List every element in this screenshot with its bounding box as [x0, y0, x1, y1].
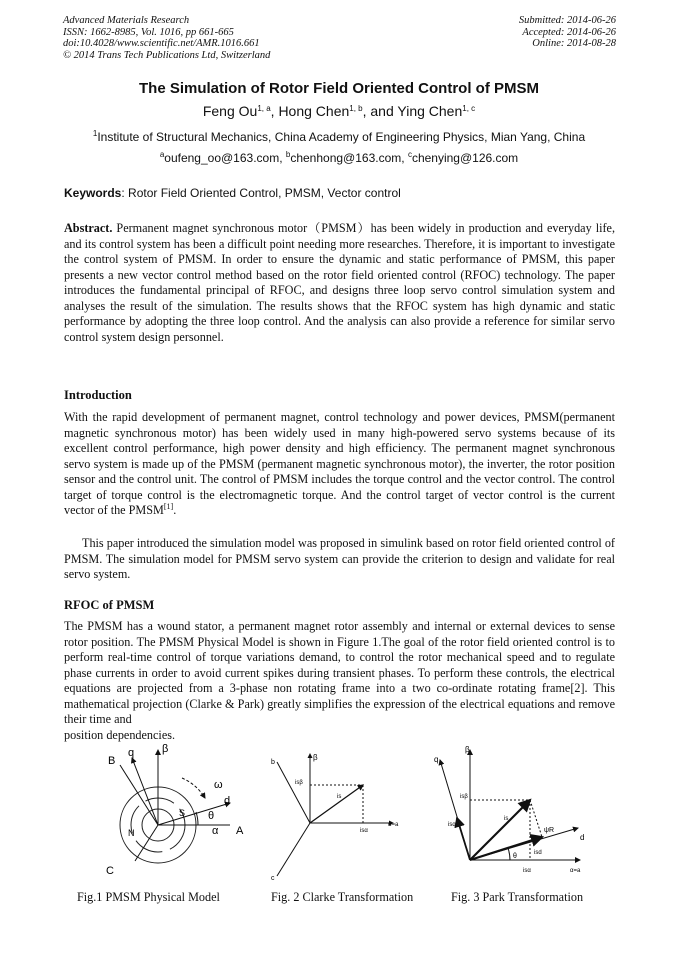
dates-header [519, 15, 616, 50]
theta-arc [508, 848, 510, 860]
paper-title: The Simulation of Rotor Field Oriented Control of PMSM [139, 80, 539, 97]
theta-label: θ [208, 810, 215, 822]
isd-label: isd [534, 850, 542, 856]
alpha-a-label: α=a [388, 822, 399, 828]
beta-label: β [465, 745, 470, 754]
c-axis [277, 823, 310, 876]
accepted-date: Accepted: 2014-06-26 [522, 26, 616, 38]
is-beta-label: isβ [460, 794, 468, 800]
q-label: q [128, 747, 135, 759]
south-pole-label: S [179, 808, 186, 818]
b-label: B [108, 755, 116, 767]
rfoc-heading: RFOC of PMSM [64, 598, 155, 612]
abstract-text: Permanent magnet synchronous motor（PMSM）has been widely in production and everyday life, and its control system has been a difficult point needing more researches. Therefore, it is important to investigate the control system of PMSM. In order to ensure the dynamic and static performance of PMSM, this paper presents a new vector control method based on the rotor field oriented control (RFOC) technology. The paper introduces the fundamental principal of RFOC, and designs three loop servo control simulation system and analyses the result of the simulation. The results shows that the RFOC system has high dynamic and static performance by adopting the three loop control. And the analysis can also provide a reference for similar servo control system design personnel. [64, 221, 615, 344]
figure-3-park-transformation [430, 740, 610, 882]
author-affil-mark: 1, c [462, 104, 476, 113]
b-axis [277, 762, 310, 823]
paragraph-last-line: position dependencies. [64, 727, 176, 742]
author-separator: , and [362, 103, 398, 119]
email-list: $^a$oufeng_oo@163.com, $^b$chenhong@163.com, $^c$chenying@126.com [159, 150, 519, 165]
email-link[interactable]: chenhong@163.com [290, 151, 402, 165]
affiliation [0, 130, 678, 144]
paragraph-end: . [173, 503, 177, 517]
author-separator: , [270, 103, 279, 119]
issn-line: ISSN: 1662-8985, Vol. 1016, pp 661-665 [63, 26, 234, 38]
alpha-a-label: α=a [570, 868, 581, 874]
d-label: d [580, 833, 585, 842]
c-label: c [271, 875, 275, 882]
keywords [64, 186, 401, 200]
online-date: Online: 2014-08-28 [532, 38, 616, 49]
c-label: C [106, 865, 114, 877]
journal-name: Advanced Materials Research [63, 15, 190, 26]
b-axis [120, 765, 158, 825]
author-name: Ying Chen [397, 103, 463, 119]
paragraph-text: The PMSM has a wound stator, a permanent magnet rotor assembly and internal or external devices to sense rotor position. The PMSM Physical Model is shown in Figure 1.The goal of the rotor field oriented control is to perform real-time control of torque variations demand, to control the rotor mechanical speed and to regulate phase currents in order to avoid current spikes during transient phases. To perform these controls, the electrical equations are projected from a 3-phase non rotating frame into a two co-ordinate rotating frame[2]. This mathematical projection (Clarke & Park) greatly simplifies the expression of the electrical equations and remove their time and [64, 619, 615, 726]
author-name: Hong Chen [278, 103, 350, 119]
d-axis [158, 803, 230, 825]
alpha-label: α [212, 825, 219, 837]
d-label: d [224, 795, 231, 807]
email-mark: c [407, 150, 412, 159]
figure-2-caption: Fig. 2 Clarke Transformation [271, 890, 414, 904]
abstract-label: Abstract. [64, 221, 113, 235]
psi-r-label: ψR [544, 827, 555, 834]
paragraph-text: With the rapid development of permanent magnet, control technology and power devices, PMSM(permanent magnetic synchronous motor) has been widely used in many high-powered servo systems because of its excellent control performance, high power density and high efficiency. The permanent magnet synchronous servo system is made up of the PMSM (permanent magnetic synchronous motor), the inverter, the rotor position sensor and the control unit. The control of PMSM includes the torque control and the vector control. The control target of torque control is the electromagnetic torque. And the control target of vector control is the current vector of the PMSM [64, 410, 615, 517]
a-label: A [236, 825, 244, 837]
citation-ref[interactable]: [1] [163, 502, 174, 511]
email-link[interactable]: oufeng_oo@163.com [164, 151, 280, 165]
d-projection [530, 800, 542, 837]
submitted-date: Submitted: 2014-06-26 [518, 15, 616, 26]
email-mark: a [159, 150, 165, 159]
figure-2-clarke-transformation [265, 748, 415, 884]
affiliation-mark: 1 [92, 129, 98, 138]
journal-header [63, 15, 270, 61]
email-mark: b [285, 150, 291, 159]
figure-3-caption: Fig. 3 Park Transformation [451, 890, 584, 904]
rotation-arrow [182, 778, 205, 798]
is-label: is [337, 794, 342, 800]
author-affil-mark: 1, a [257, 104, 271, 113]
current-vector [310, 785, 363, 823]
introduction-paragraph-2: This paper introduced the simulation model was proposed in simulink based on rotor field oriented control of PMSM. The simulation model for PMSM servo system can provide the criterion to design and validate for real servo system. [64, 536, 615, 581]
isq-label: isq [448, 822, 456, 828]
copyright-line: © 2014 Trans Tech Publications Ltd, Switzerland [63, 49, 271, 61]
isq-component [457, 818, 470, 860]
is-label: is [504, 816, 509, 822]
doi-line: doi:10.4028/www.scientific.net/AMR.1016.661 [63, 38, 260, 49]
theta-label: θ [513, 853, 517, 860]
q-label: q [434, 755, 439, 764]
beta-label: β [313, 753, 318, 762]
is-beta-label: isβ [295, 780, 303, 786]
figure-1-pmsm-model [90, 738, 260, 880]
is-alpha-label: isα [523, 868, 531, 874]
north-pole-label: N [128, 828, 135, 838]
b-label: b [271, 759, 275, 766]
introduction-heading: Introduction [64, 388, 132, 402]
email-link[interactable]: chenying@126.com [411, 151, 519, 165]
rfoc-paragraph [64, 619, 615, 743]
author-name: Feng Ou [202, 103, 258, 119]
introduction-paragraph-1 [64, 410, 615, 519]
abstract [64, 221, 615, 345]
keywords-label: Keywords [64, 186, 122, 200]
keywords-text: : Rotor Field Oriented Control, PMSM, Vector control [121, 186, 401, 200]
is-alpha-label: isα [360, 828, 368, 834]
author-list [0, 103, 678, 119]
affiliation-text: Institute of Structural Mechanics, China Academy of Engineering Physics, Mian Yang, China [97, 130, 586, 144]
beta-label: β [162, 743, 169, 755]
author-affil-mark: 1, b [349, 104, 363, 113]
omega-label: ω [214, 779, 223, 791]
figure-1-caption: Fig.1 PMSM Physical Model [77, 890, 220, 904]
